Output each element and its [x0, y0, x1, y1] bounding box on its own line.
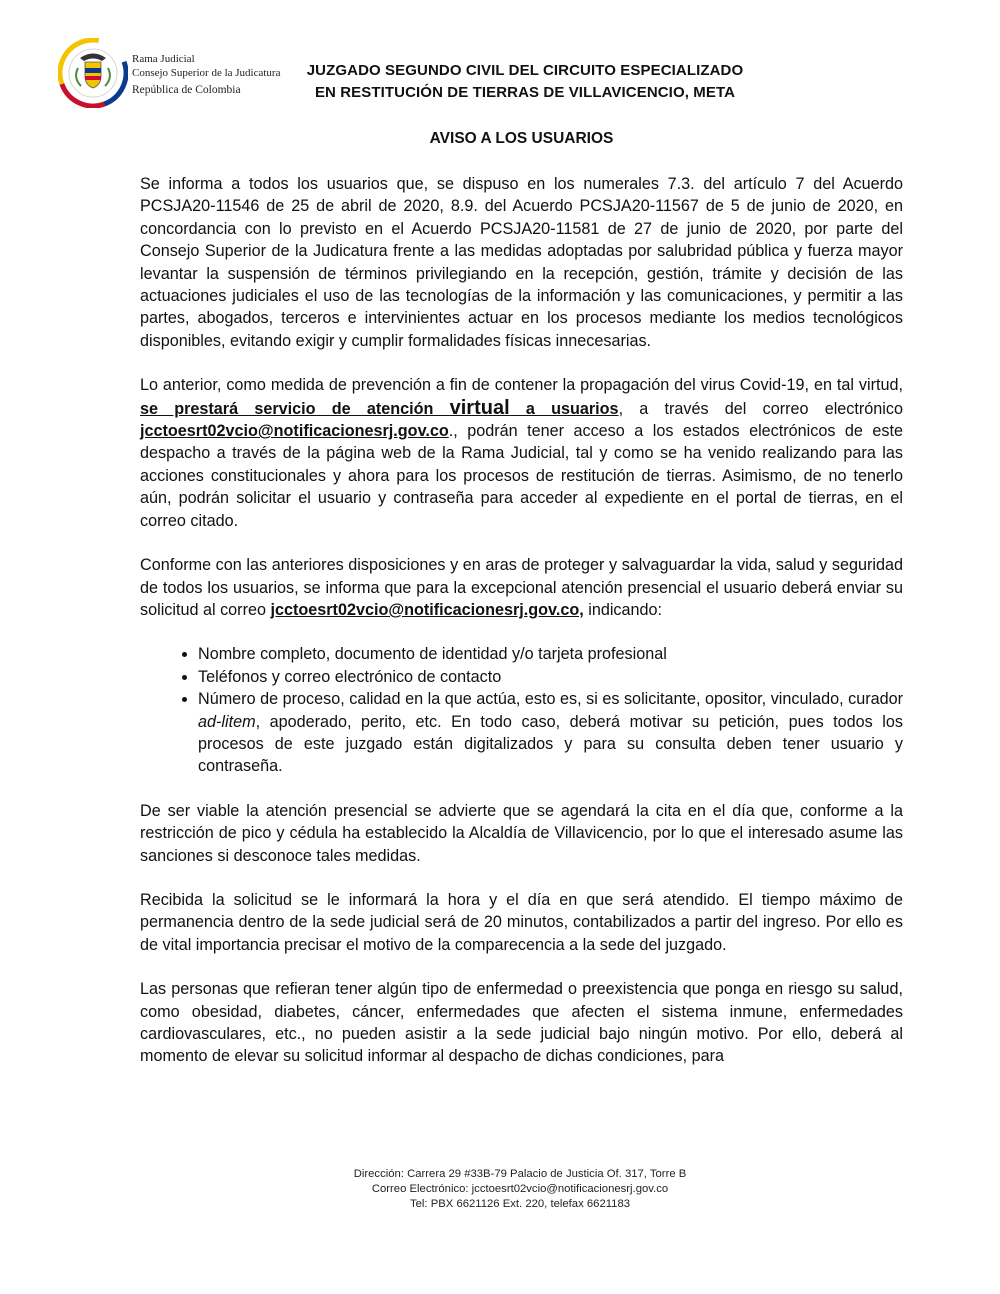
- ad-litem-term: ad-litem: [198, 712, 256, 731]
- list-item: • Nombre completo, documento de identidad y/o tarjeta profesional: [198, 643, 903, 665]
- court-name: [255, 60, 795, 104]
- footer-address: Dirección: Carrera 29 #33B-79 Palacio de Justicia Of. 317, Torre B: [353, 1168, 687, 1180]
- virtual-service-text-b: se prestará servicio de atención: [140, 399, 450, 418]
- notice-title: AVISO A LOS USUARIOS: [429, 130, 614, 147]
- page-footer: [0, 1167, 1000, 1212]
- footer-email: Correo Electrónico: jcctoesrt02vcio@notificacionesrj.gov.co: [371, 1183, 669, 1195]
- paragraph-3: [140, 554, 903, 621]
- list-item: • Teléfonos y correo electrónico de contacto: [198, 666, 903, 688]
- virtual-service-emphasis: [140, 396, 619, 419]
- list-item-text-a: Número de proceso, calidad en la que actúa, esto es, si es solicitante, opositor, vinculado, curador: [198, 690, 903, 709]
- list-item-text-b: , apoderado, perito, etc. En todo caso, deberá motivar su petición, pues todos los procesos de este juzgado están digitalizados y para su consulta deben tener usuario y contraseña.: [198, 712, 903, 776]
- paragraph-5: Recibida la solicitud se le informará la hora y el día en que será atendido. El tiempo máximo de permanencia dentro de la sede judicial será de 20 minutos, contabilizados a partir del ingreso. Por ello es de vital importancia precisar el motivo de la comparecencia a la sede del juzgado.: [140, 890, 903, 954]
- paragraph-2-text-f: ., podrán tener acceso a los estados electrónicos de este despacho a través de la página web de la Rama Judicial, tal y como se ha venido realizando para las acciones constitucionales y ahora para los procesos de restitución de tierras. Asimismo, de no tenerlo aún, podrán solicitar el usuario y contraseña para acceder al expediente en el portal de tierras, en el correo citado.: [140, 422, 903, 530]
- court-name-line-1: JUZGADO SEGUNDO CIVIL DEL CIRCUITO ESPECIALIZADO: [306, 62, 744, 79]
- institution-line-1: Rama Judicial: [132, 53, 195, 65]
- paragraph-2-text-e: , a través del correo electrónico: [618, 399, 903, 418]
- virtual-service-text-d: a usuarios: [509, 399, 619, 418]
- requirements-list: [140, 643, 903, 777]
- institution-line-2: Consejo Superior de la Judicatura: [132, 66, 281, 79]
- paragraph-3-text-a: Conforme con las anteriores disposiciones y en aras de proteger y salvaguardar la vida, salud y seguridad de todos los usuarios, se informa que para la excepcional atención presencial el usuario deberá enviar su solicitud al correo: [140, 556, 903, 619]
- footer-phone: Tel: PBX 6621126 Ext. 220, telefax 6621183: [409, 1198, 631, 1210]
- email-link[interactable]: jcctoesrt02vcio@notificacionesrj.gov.co,: [270, 600, 584, 619]
- email-link[interactable]: jcctoesrt02vcio@notificacionesrj.gov.co: [140, 422, 449, 441]
- institution-line-3: República de Colombia: [132, 84, 241, 96]
- paragraph-6: Las personas que refieran tener algún tipo de enfermedad o preexistencia que ponga en riesgo su salud, como obesidad, diabetes, cáncer, enfermedades que afecten el sistema inmune, enfermedades cardiovasculares, etc., no pueden asistir a la sede judicial bajo ningún motivo. Por ello, deberá al momento de elevar su solicitud informar al despacho de dichas condiciones, para: [140, 980, 903, 1066]
- list-item: [198, 688, 903, 778]
- paragraph-2: [140, 374, 903, 532]
- notice-body: [140, 173, 903, 1090]
- paragraph-3-text-b: indicando:: [583, 600, 663, 619]
- paragraph-2-text-a: Lo anterior, como medida de prevención a fin de contener la propagación del virus Covid-19, en tal virtud,: [140, 376, 903, 395]
- virtual-word: virtual: [449, 396, 510, 419]
- paragraph-4: De ser viable la atención presencial se advierte que se agendará la cita en el día que, conforme a la restricción de pico y cédula ha establecido la Alcaldía de Villavicencio, por lo que el interesado asume las sanciones si desconoce tales medidas.: [140, 801, 903, 865]
- paragraph-1: Se informa a todos los usuarios que, se dispuso en los numerales 7.3. del artículo 7 del Acuerdo PCSJA20-11546 de 25 de abril de 2020, 8.9. del Acuerdo PCSJA20-11567 de 5 de junio de 2020, en concordancia con lo previsto en el Acuerdo PCSJA20-11581 de 27 de junio de 2020, por parte del Consejo Superior de la Judicatura frente a las medidas adoptadas por salubridad pública y fuerza mayor levantar la suspensión de términos privilegiando en la recepción, gestión, trámite y decisión de las actuaciones judiciales el uso de las tecnologías de la información y las comunicaciones, y permitir a las partes, abogados, terceros e intervinientes actuar en los procesos mediante los medios tecnológicos disponibles, evitando exigir y cumplir formalidades físicas innecesarias.: [140, 175, 903, 350]
- rama-judicial-emblem-icon: [58, 38, 128, 108]
- court-name-line-2: EN RESTITUCIÓN DE TIERRAS DE VILLAVICENCIO, META: [314, 84, 736, 101]
